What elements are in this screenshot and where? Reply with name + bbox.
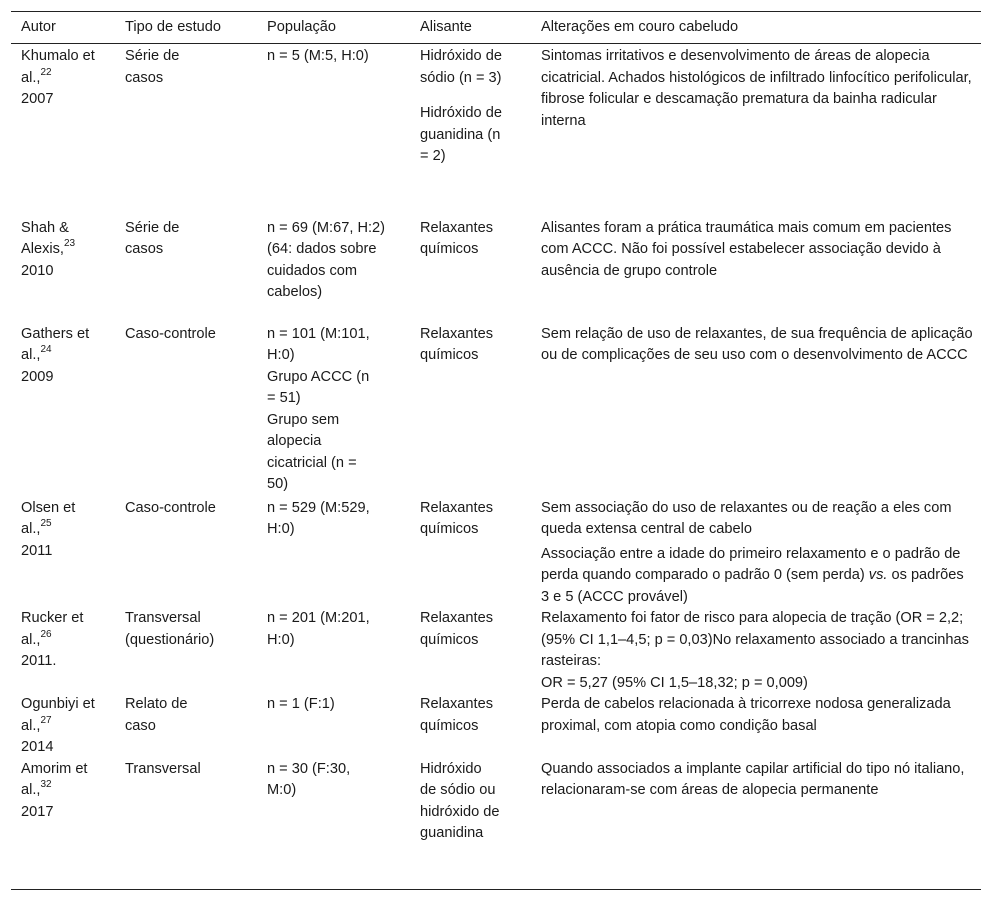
table-row: [11, 218, 981, 324]
straightener-text: Relaxantes químicos: [420, 219, 494, 257]
author-year: 2017: [21, 803, 54, 820]
reference-number: 27: [40, 714, 52, 726]
changes-text-part: Associação entre a idade do primeiro relaxamento e o padrão de perda quando comparado o padrão 0 (sem perda): [541, 545, 961, 583]
author-year: 2014: [21, 739, 54, 755]
cell-straightener: [410, 759, 531, 890]
cell-scalp-changes: [531, 324, 981, 498]
cell-straightener: [410, 324, 531, 498]
reference-number: 24: [40, 344, 52, 356]
population-text: n = 5 (M:5, H:0): [267, 48, 369, 64]
population-text: Grupo sem alopecia cicatricial (n = 50): [267, 411, 357, 492]
cell-study-type: [115, 694, 257, 759]
cell-straightener: [410, 694, 531, 759]
population-text: n = 101 (M:101, H:0): [267, 325, 370, 363]
header-scalp-changes: Alterações em couro cabeludo: [541, 19, 739, 35]
straightener-text: Hidróxido de guanidina (n = 2): [420, 105, 502, 164]
reference-number: 22: [40, 66, 52, 78]
straightener-text: Relaxantes químicos: [420, 325, 494, 363]
cell-study-type: [115, 498, 257, 609]
cell-study-type: [115, 608, 257, 694]
author-year: 2011.: [21, 653, 57, 669]
cell-scalp-changes: [531, 694, 981, 759]
straightener-text: Hidróxido de sódio (n = 3): [420, 48, 502, 86]
cell-population: [257, 759, 410, 890]
reference-number: 32: [40, 779, 52, 791]
cell-population: [257, 498, 410, 609]
changes-text: Quando associados a implante capilar artificial do tipo nó italiano, relacionaram-se com áreas de alopecia permanente: [541, 760, 965, 798]
cell-author: [11, 324, 115, 498]
reference-number: 25: [40, 518, 52, 530]
study-type: Série de casos: [125, 219, 180, 257]
study-type: Série de casos: [125, 48, 180, 86]
changes-text: Perda de cabelos relacionada à tricorrexe nodosa generalizada proximal, com atopia como condição basal: [541, 696, 951, 734]
header-author: Autor: [21, 19, 56, 35]
study-type: Caso-controle: [125, 499, 216, 516]
population-text: n = 30 (F:30, M:0): [267, 760, 351, 798]
table-row: [11, 608, 981, 694]
cell-author: [11, 694, 115, 759]
cell-straightener: [410, 498, 531, 609]
study-type: Transversal: [125, 760, 201, 777]
cell-author: [11, 218, 115, 324]
cell-population: [257, 608, 410, 694]
cell-author: [11, 608, 115, 694]
cell-study-type: [115, 44, 257, 218]
changes-text: Alisantes foram a prática traumática mais comum em pacientes com ACCC. Não foi possível estabelecer associação devido à ausência de grupo controle: [541, 219, 952, 279]
author-year: 2009: [21, 368, 54, 385]
cell-scalp-changes: [531, 218, 981, 324]
study-type: Relato de caso: [125, 696, 188, 734]
author-year: 2007: [21, 91, 54, 107]
table-header: [11, 12, 981, 44]
reference-number: 26: [40, 628, 52, 640]
header-row: [11, 12, 981, 44]
author-name: Khumalo et al.,: [21, 48, 95, 86]
cell-study-type: [115, 218, 257, 324]
table-row: [11, 694, 981, 759]
changes-text: Sem relação de uso de relaxantes, de sua frequência de aplicação ou de complicações de seu uso com o desenvolvimento de ACCC: [541, 325, 973, 363]
table-row: [11, 759, 981, 890]
population-text: n = 201 (M:201, H:0): [267, 610, 370, 648]
population-text: n = 69 (M:67, H:2) (64: dados sobre cuidados com cabelos): [267, 219, 386, 300]
straightener-text: Relaxantes químicos: [420, 696, 494, 734]
cell-straightener: [410, 44, 531, 218]
cell-straightener: [410, 218, 531, 324]
study-table: [11, 11, 981, 890]
author-year: 2010: [21, 262, 54, 279]
cell-study-type: [115, 759, 257, 890]
cell-population: [257, 694, 410, 759]
author-year: 2011: [21, 542, 53, 559]
study-type: Caso-controle: [125, 325, 216, 342]
cell-author: [11, 498, 115, 609]
reference-number: 23: [63, 238, 76, 250]
population-text: n = 1 (F:1): [267, 696, 335, 712]
cell-population: [257, 218, 410, 324]
cell-author: [11, 759, 115, 890]
author-name: Gathers et al.,: [21, 325, 90, 363]
cell-author: [11, 44, 115, 218]
population-text: Grupo ACCC (n = 51): [267, 368, 370, 406]
cell-straightener: [410, 608, 531, 694]
table-row: [11, 44, 981, 218]
table-row: [11, 498, 981, 609]
cell-scalp-changes: [531, 498, 981, 609]
cell-scalp-changes: [531, 608, 981, 694]
straightener-text: Relaxantes químicos: [420, 499, 494, 537]
table-body: [11, 44, 981, 890]
changes-text: OR = 5,27 (95% CI 1,5–18,32; p = 0,009): [541, 674, 808, 691]
changes-text: Relaxamento foi fator de risco para alopecia de tração (OR = 2,2; (95% CI 1,1–4,5; p = 0,03)No relaxamento associado a trancinhas rasteiras:: [541, 610, 969, 669]
header-population: População: [267, 19, 336, 35]
header-study-type: Tipo de estudo: [125, 19, 222, 35]
cell-population: [257, 44, 410, 218]
author-name: Ogunbiyi et al.,: [21, 696, 95, 734]
cell-population: [257, 324, 410, 498]
straightener-text: Relaxantes químicos: [420, 610, 494, 648]
table-row: [11, 324, 981, 498]
cell-scalp-changes: [531, 44, 981, 218]
changes-text-part: os padrões 3 e 5 (ACCC provável): [541, 567, 964, 605]
changes-text-secondary: [541, 544, 973, 609]
cell-study-type: [115, 324, 257, 498]
author-name: Olsen et al.,: [21, 499, 76, 537]
straightener-text: Hidróxido de sódio ou hidróxido de guanidina: [420, 760, 500, 841]
header-straightener: Alisante: [420, 19, 472, 35]
author-name: Shah & Alexis,: [21, 219, 69, 257]
changes-text-italic: vs.: [868, 567, 888, 583]
cell-scalp-changes: [531, 759, 981, 890]
population-text: n = 529 (M:529, H:0): [267, 499, 370, 537]
author-name: Amorim et al.,: [21, 760, 88, 798]
changes-text: Sintomas irritativos e desenvolvimento de áreas de alopecia cicatricial. Achados histológicos de infiltrado linfocítico perifolicular, fibrose folicular e descamação prematura da bainha radicular interna: [541, 48, 972, 129]
author-name: Rucker et al.,: [21, 610, 84, 648]
changes-text: Sem associação do uso de relaxantes ou de reação a eles com queda extensa central de cabelo: [541, 499, 952, 537]
study-type: Transversal (questionário): [125, 610, 215, 648]
